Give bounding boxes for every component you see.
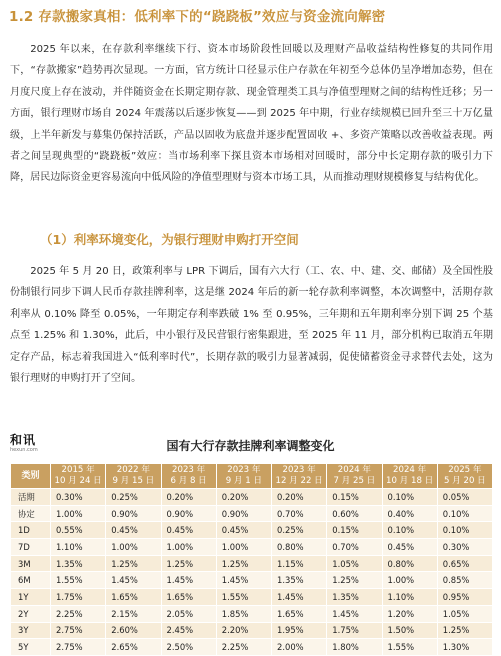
subsection-title: （1）利率环境变化，为银行理财申购打开空间: [40, 232, 299, 247]
rate-cell: 1.00%: [161, 539, 216, 556]
rate-cell: 1.25%: [106, 555, 161, 572]
column-header: [327, 464, 382, 489]
rate-cell: 1.75%: [51, 589, 106, 606]
table-row: [11, 555, 493, 572]
rate-cell: 2.65%: [106, 639, 161, 656]
rate-cell: 0.20%: [216, 489, 271, 506]
rate-cell: 0.40%: [382, 505, 437, 522]
row-category: 活期: [11, 489, 51, 506]
rate-cell: 2.15%: [106, 605, 161, 622]
rate-cell: 1.05%: [327, 555, 382, 572]
header-corner: 类别: [11, 464, 51, 489]
rate-cell: 0.80%: [272, 539, 327, 556]
column-header: [51, 464, 106, 489]
column-header: [437, 464, 492, 489]
rate-cell: 1.50%: [382, 622, 437, 639]
row-category: 1D: [11, 522, 51, 539]
rate-cell: 1.80%: [327, 639, 382, 656]
table-row: [11, 505, 493, 522]
rate-cell: 0.90%: [161, 505, 216, 522]
column-header-date: 9 月 1 日: [225, 476, 263, 486]
row-category: 3Y: [11, 622, 51, 639]
column-header: [382, 464, 437, 489]
rate-cell: 0.55%: [51, 522, 106, 539]
paragraph-2: 2025 年 5 月 20 日，政策利率与 LPR 下调后，国有六大行（工、农、中、建、交、邮储）及全国性股份制银行同步下调人民币存款挂牌利率，这是继 2024 年后的新一轮存款利率调整，本次调整中，活期存款利率从 0.10% 降至 0.05%，一年期定存利率跌破 1% 至 0.95%，三年期和五年期利率分别下调 25 个基点至 1.25% 和 1.30%，此后，中小银行及民营银行密集跟进，至 2025 年 11 月，部分机构已取消五年期定存产品，标志着我国进入“低利率时代”，长期存款的吸引力显著减弱，促使储蓄资金寻求替代去处，这为银行理财的申购打开了空间。: [10, 266, 493, 385]
rate-cell: 2.00%: [272, 639, 327, 656]
row-category: 3M: [11, 555, 51, 572]
row-category: 1Y: [11, 589, 51, 606]
rate-cell: 2.75%: [51, 622, 106, 639]
rate-cell: 0.10%: [437, 522, 492, 539]
rate-cell: 0.45%: [106, 522, 161, 539]
rate-cell: 0.60%: [327, 505, 382, 522]
rate-cell: 0.25%: [272, 522, 327, 539]
rate-cell: 1.65%: [161, 589, 216, 606]
rate-cell: 1.20%: [382, 605, 437, 622]
rate-cell: 0.10%: [382, 489, 437, 506]
row-category: 6M: [11, 572, 51, 589]
table-row: [11, 489, 493, 506]
rate-cell: 0.90%: [106, 505, 161, 522]
section-title: 1.2 存款搬家真相：低利率下的“跷跷板”效应与资金流向解密: [9, 9, 386, 25]
rate-cell: 0.70%: [327, 539, 382, 556]
logo-name: 和讯: [10, 433, 37, 447]
rate-cell: 1.45%: [272, 589, 327, 606]
table-row: [11, 589, 493, 606]
rate-cell: 0.70%: [272, 505, 327, 522]
rate-cell: 2.25%: [51, 605, 106, 622]
column-header-year: 2023 年: [172, 465, 206, 475]
column-header-year: 2015 年: [61, 465, 95, 475]
rate-cell: 0.30%: [51, 489, 106, 506]
column-header-year: 2023 年: [282, 465, 316, 475]
row-category: 7D: [11, 539, 51, 556]
rate-cell: 0.45%: [161, 522, 216, 539]
row-category: 协定: [11, 505, 51, 522]
column-header-year: 2022 年: [116, 465, 150, 475]
rate-cell: 1.75%: [327, 622, 382, 639]
rate-cell: 0.10%: [382, 522, 437, 539]
rate-cell: 0.90%: [216, 505, 271, 522]
rate-cell: 1.25%: [327, 572, 382, 589]
rate-cell: 0.10%: [437, 505, 492, 522]
rate-cell: 0.95%: [437, 589, 492, 606]
column-header: [106, 464, 161, 489]
rate-cell: 1.55%: [51, 572, 106, 589]
rate-cell: 1.45%: [161, 572, 216, 589]
table-row: [11, 605, 493, 622]
rate-cell: 2.50%: [161, 639, 216, 656]
rate-cell: 1.45%: [327, 605, 382, 622]
logo-sub: hexun.com: [10, 447, 38, 453]
rate-cell: 1.95%: [272, 622, 327, 639]
rate-cell: 0.25%: [106, 489, 161, 506]
rate-cell: 2.20%: [216, 622, 271, 639]
row-category: 5Y: [11, 639, 51, 656]
column-header-year: 2025 年: [448, 465, 482, 475]
rate-cell: 0.15%: [327, 489, 382, 506]
rate-cell: 1.25%: [216, 555, 271, 572]
rate-cell: 0.45%: [216, 522, 271, 539]
table-row: [11, 572, 493, 589]
rate-cell: 0.20%: [161, 489, 216, 506]
rate-cell: 0.05%: [437, 489, 492, 506]
rate-cell: 1.30%: [437, 639, 492, 656]
column-header: [161, 464, 216, 489]
rate-cell: 1.15%: [272, 555, 327, 572]
column-header-date: 10 月 24 日: [54, 476, 102, 486]
table-body: [11, 489, 493, 656]
rate-cell: 1.65%: [272, 605, 327, 622]
rate-cell: 1.10%: [51, 539, 106, 556]
rate-cell: 1.35%: [51, 555, 106, 572]
rate-cell: 1.45%: [216, 572, 271, 589]
rate-cell: 1.05%: [437, 605, 492, 622]
table-row: [11, 539, 493, 556]
row-category: 2Y: [11, 605, 51, 622]
rate-cell: 2.75%: [51, 639, 106, 656]
rate-cell: 1.25%: [437, 622, 492, 639]
rate-cell: 0.80%: [382, 555, 437, 572]
rate-cell: 1.35%: [327, 589, 382, 606]
column-header: [216, 464, 271, 489]
rate-cell: 1.45%: [106, 572, 161, 589]
column-header-date: 10 月 18 日: [385, 476, 434, 486]
paragraph-1: 2025 年以来，在存款利率继续下行、资本市场阶段性回暖以及理财产品收益结构性修复的共同作用下，“存款搬家”趋势再次显现。一方面，官方统计口径显示住户存款在年初至今总体仍呈净增加态势，但在月度尺度上存在波动，并伴随资金在长期定期存款、现金管理类工具与净值型理财之间的结构性迁移；另一方面，银行理财市场自 2024 年震荡以后逐步恢复——到 2025 年中期，行业存续规模已回升至三十万亿量级，上半年新发与募集仍保持活跃，产品以固收为底盘并逐步配置固收 +、多资产策略以改善收益表现。两者之间呈现典型的“跷跷板”效应：当市场利率下探且资本市场相对回暖时，部分中长定期存款的吸引力下降，居民边际资金更容易流向中低风险的净值型理财与资本市场工具，从而推动理财规模修复与结构优化。: [10, 44, 493, 184]
rate-cell: 1.35%: [272, 572, 327, 589]
table-row: [11, 622, 493, 639]
rate-cell: 1.00%: [51, 505, 106, 522]
rate-cell: 2.60%: [106, 622, 161, 639]
rate-cell: 0.30%: [437, 539, 492, 556]
table-row: [11, 522, 493, 539]
rate-cell: 0.65%: [437, 555, 492, 572]
rate-cell: 0.85%: [437, 572, 492, 589]
rate-cell: 1.00%: [106, 539, 161, 556]
rate-cell: 0.15%: [327, 522, 382, 539]
rate-cell: 2.25%: [216, 639, 271, 656]
rate-cell: 2.05%: [161, 605, 216, 622]
rate-cell: 1.65%: [106, 589, 161, 606]
rate-cell: 1.85%: [216, 605, 271, 622]
rate-cell: 0.20%: [272, 489, 327, 506]
column-header-date: 6 月 8 日: [170, 476, 207, 486]
column-header-year: 2024 年: [393, 465, 427, 475]
rate-cell: 1.25%: [161, 555, 216, 572]
column-header-year: 2023 年: [227, 465, 261, 475]
table-header-row: [11, 464, 493, 489]
rate-cell: 1.55%: [216, 589, 271, 606]
rates-table: [10, 463, 493, 656]
rate-cell: 1.00%: [216, 539, 271, 556]
rate-cell: 2.45%: [161, 622, 216, 639]
column-header-date: 12 月 22 日: [275, 476, 323, 486]
rate-cell: 1.00%: [382, 572, 437, 589]
column-header-date: 9 月 15 日: [112, 476, 155, 486]
column-header-date: 7 月 25 日: [333, 476, 376, 486]
table-row: [11, 639, 493, 656]
rate-cell: 0.45%: [382, 539, 437, 556]
rate-cell: 1.55%: [382, 639, 437, 656]
table-title: 国有大行存款挂牌利率调整变化: [166, 439, 335, 453]
column-header: [272, 464, 327, 489]
column-header-date: 5 月 20 日: [443, 476, 486, 486]
column-header-year: 2024 年: [337, 465, 371, 475]
rate-cell: 1.10%: [382, 589, 437, 606]
